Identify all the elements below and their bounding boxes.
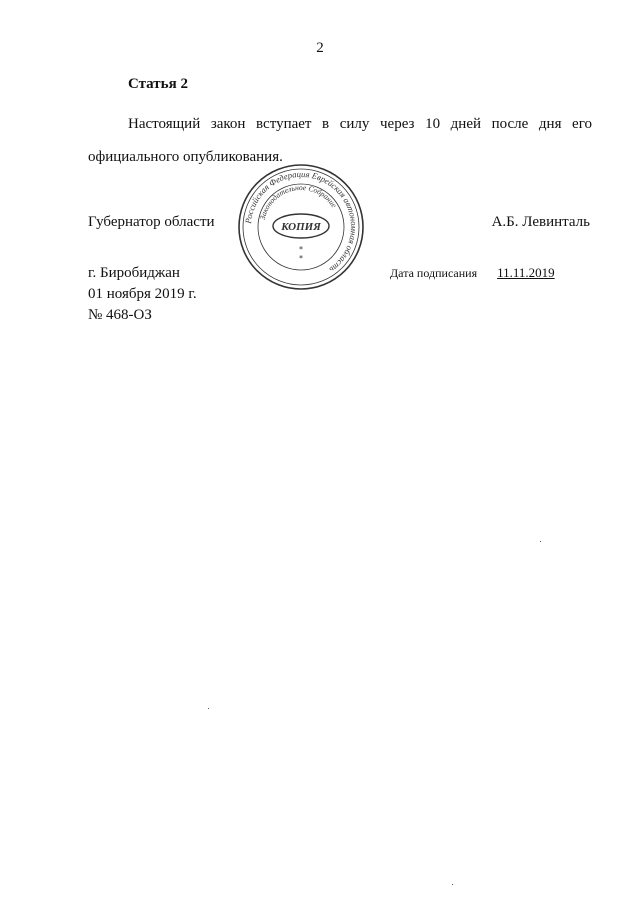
- law-date: 01 ноября 2019 г.: [88, 286, 197, 302]
- place-of-signing: г. Биробиджан: [88, 265, 180, 281]
- article-title: Статья 2: [128, 76, 188, 92]
- signing-date-value: 11.11.2019: [497, 265, 555, 280]
- scan-speck: [208, 708, 209, 709]
- official-stamp: [236, 162, 366, 292]
- stamp-star-icon: *: [299, 245, 303, 254]
- scan-speck: [452, 884, 453, 885]
- stamp-outer-text: Российская Федерация Еврейская автономная область: [243, 168, 360, 276]
- page-number: 2: [316, 40, 324, 56]
- stamp-star-icon: *: [299, 254, 303, 263]
- signing-date-label: Дата подписания: [390, 266, 478, 280]
- signing-date-line: [390, 265, 555, 281]
- stamp-inner-text: Законодательное Собрание: [257, 182, 339, 221]
- governor-title: Губернатор области: [88, 214, 215, 230]
- article-paragraph: Настоящий закон вступает в силу через 10 дней после дня его официального опубликования.: [88, 116, 592, 165]
- law-number: № 468-ОЗ: [88, 307, 152, 323]
- stamp-seal-icon: [236, 162, 366, 292]
- scan-speck: [540, 541, 541, 542]
- stamp-center-label: КОПИЯ: [281, 221, 321, 233]
- governor-name: А.Б. Левинталь: [491, 214, 590, 230]
